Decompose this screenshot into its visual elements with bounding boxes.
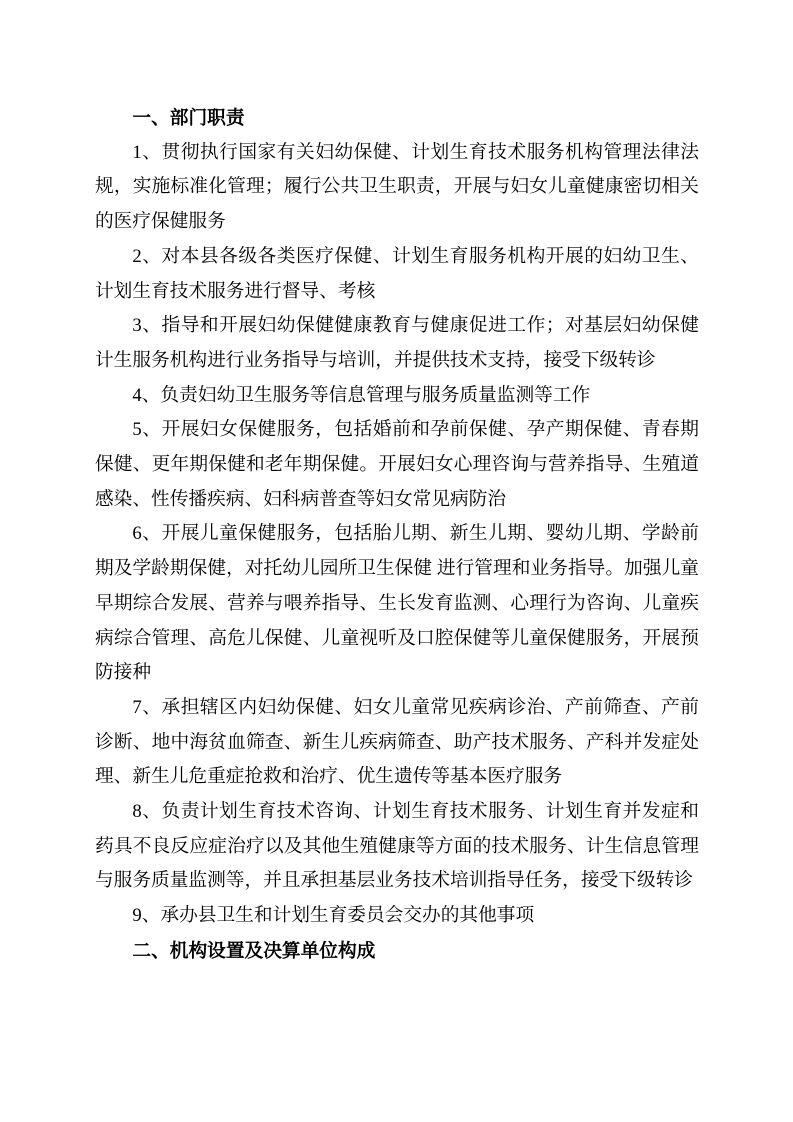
duty-item-2: 2、对本县各级各类医疗保健、计划生育服务机构开展的妇幼卫生、计划生育技术服务进行督导、考核 — [95, 245, 699, 302]
duty-item-9: 9、承办县卫生和计划生育委员会交办的其他事项 — [132, 905, 535, 927]
duty-item-5: 5、开展妇女保健服务，包括婚前和孕前保健、孕产期保健、青春期保健、更年期保健和老年期保健。开展妇女心理咨询与营养指导、生殖道感染、性传播疾病、妇科病普查等妇女常见病防治 — [95, 419, 699, 510]
document-content — [95, 101, 699, 969]
section-2-heading: 二、机构设置及决算单位构成 — [132, 939, 376, 961]
duty-item-4: 4、负责妇幼卫生服务等信息管理与服务质量监测等工作 — [132, 384, 591, 406]
duty-item-3: 3、指导和开展妇幼保健健康教育与健康促进工作；对基层妇幼保健计生服务机构进行业务指导与培训，并提供技术支持，接受下级转诊 — [95, 315, 699, 371]
duty-item-8: 8、负责计划生育技术咨询、计划生育技术服务、计划生育并发症和药具不良反应症治疗以及其他生殖健康等方面的技术服务、计生信息管理与服务质量监测等，并且承担基层业务技术培训指导任务，接受下级转诊 — [95, 801, 699, 892]
duty-item-1: 1、贯彻执行国家有关妇幼保健、计划生育技术服务机构管理法律法规，实施标准化管理；履行公共卫生职责，开展与妇女儿童健康密切相关的医疗保健服务 — [95, 141, 699, 233]
duty-item-6: 6、开展儿童保健服务，包括胎儿期、新生儿期、婴幼儿期、学龄前期及学龄期保健，对托幼儿园所卫生保健 进行管理和业务指导。加强儿童早期综合发展、营养与喂养指导、生长发育监测、心理行为咨询、儿童疾病综合管理、高危儿保健、儿童视听及口腔保健等儿童保健服务，开展预防接种 — [95, 523, 699, 684]
duty-item-7: 7、承担辖区内妇幼保健、妇女儿童常见疾病诊治、产前筛查、产前诊断、地中海贫血筛查、新生儿疾病筛查、助产技术服务、产科并发症处理、新生儿危重症抢救和治疗、优生遗传等基本医疗服务 — [95, 696, 699, 788]
section-1-heading: 一、部门职责 — [132, 107, 245, 128]
